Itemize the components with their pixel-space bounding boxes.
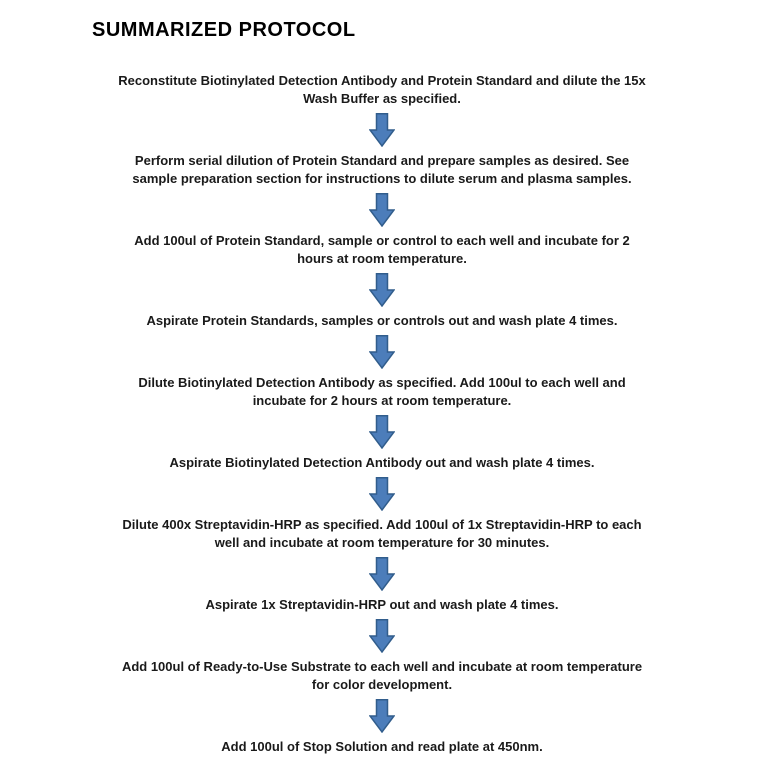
step-line: Aspirate Protein Standards, samples or controls out and wash plate 4 times.: [146, 313, 618, 328]
step-line: Dilute Biotinylated Detection Antibody as specified. Add 100ul to each well and: [138, 375, 626, 390]
protocol-step: [52, 312, 712, 330]
down-arrow-icon: [369, 557, 395, 591]
step-line: hours at room temperature.: [297, 251, 467, 266]
page-title: SUMMARIZED PROTOCOL: [92, 19, 356, 42]
down-arrow-icon: [369, 477, 395, 511]
down-arrow-icon: [369, 699, 395, 733]
step-line: Perform serial dilution of Protein Standard and prepare samples as desired. See: [134, 153, 630, 168]
protocol-step: [52, 596, 712, 614]
protocol-step: [52, 658, 712, 694]
down-arrow-icon: [369, 619, 395, 653]
protocol-step: [52, 374, 712, 410]
step-line: Add 100ul of Protein Standard, sample or control to each well and incubate for 2: [134, 233, 630, 248]
down-arrow-icon: [369, 273, 395, 307]
protocol-flowchart: [52, 72, 712, 756]
protocol-step: [52, 152, 712, 188]
step-line: sample preparation section for instructions to dilute serum and plasma samples.: [132, 171, 632, 186]
step-line: Dilute 400x Streptavidin-HRP as specified. Add 100ul of 1x Streptavidin-HRP to each: [122, 517, 642, 532]
step-line: Reconstitute Biotinylated Detection Antibody and Protein Standard and dilute the 15x: [118, 73, 646, 88]
step-line: for color development.: [311, 677, 453, 692]
step-line: Wash Buffer as specified.: [303, 91, 461, 106]
down-arrow-icon: [369, 193, 395, 227]
step-line: Add 100ul of Ready-to-Use Substrate to each well and incubate at room temperature: [121, 659, 643, 674]
step-line: Add 100ul of Stop Solution and read plate at 450nm.: [221, 739, 543, 754]
step-line: Aspirate Biotinylated Detection Antibody out and wash plate 4 times.: [169, 455, 595, 470]
protocol-step: [52, 72, 712, 108]
step-line: well and incubate at room temperature for 30 minutes.: [214, 535, 550, 550]
step-line: incubate for 2 hours at room temperature.: [252, 393, 512, 408]
protocol-step: [52, 516, 712, 552]
step-line: Aspirate 1x Streptavidin-HRP out and wash plate 4 times.: [205, 597, 559, 612]
protocol-step: [52, 232, 712, 268]
protocol-step: [52, 738, 712, 756]
down-arrow-icon: [369, 415, 395, 449]
protocol-step: [52, 454, 712, 472]
down-arrow-icon: [369, 335, 395, 369]
down-arrow-icon: [369, 113, 395, 147]
